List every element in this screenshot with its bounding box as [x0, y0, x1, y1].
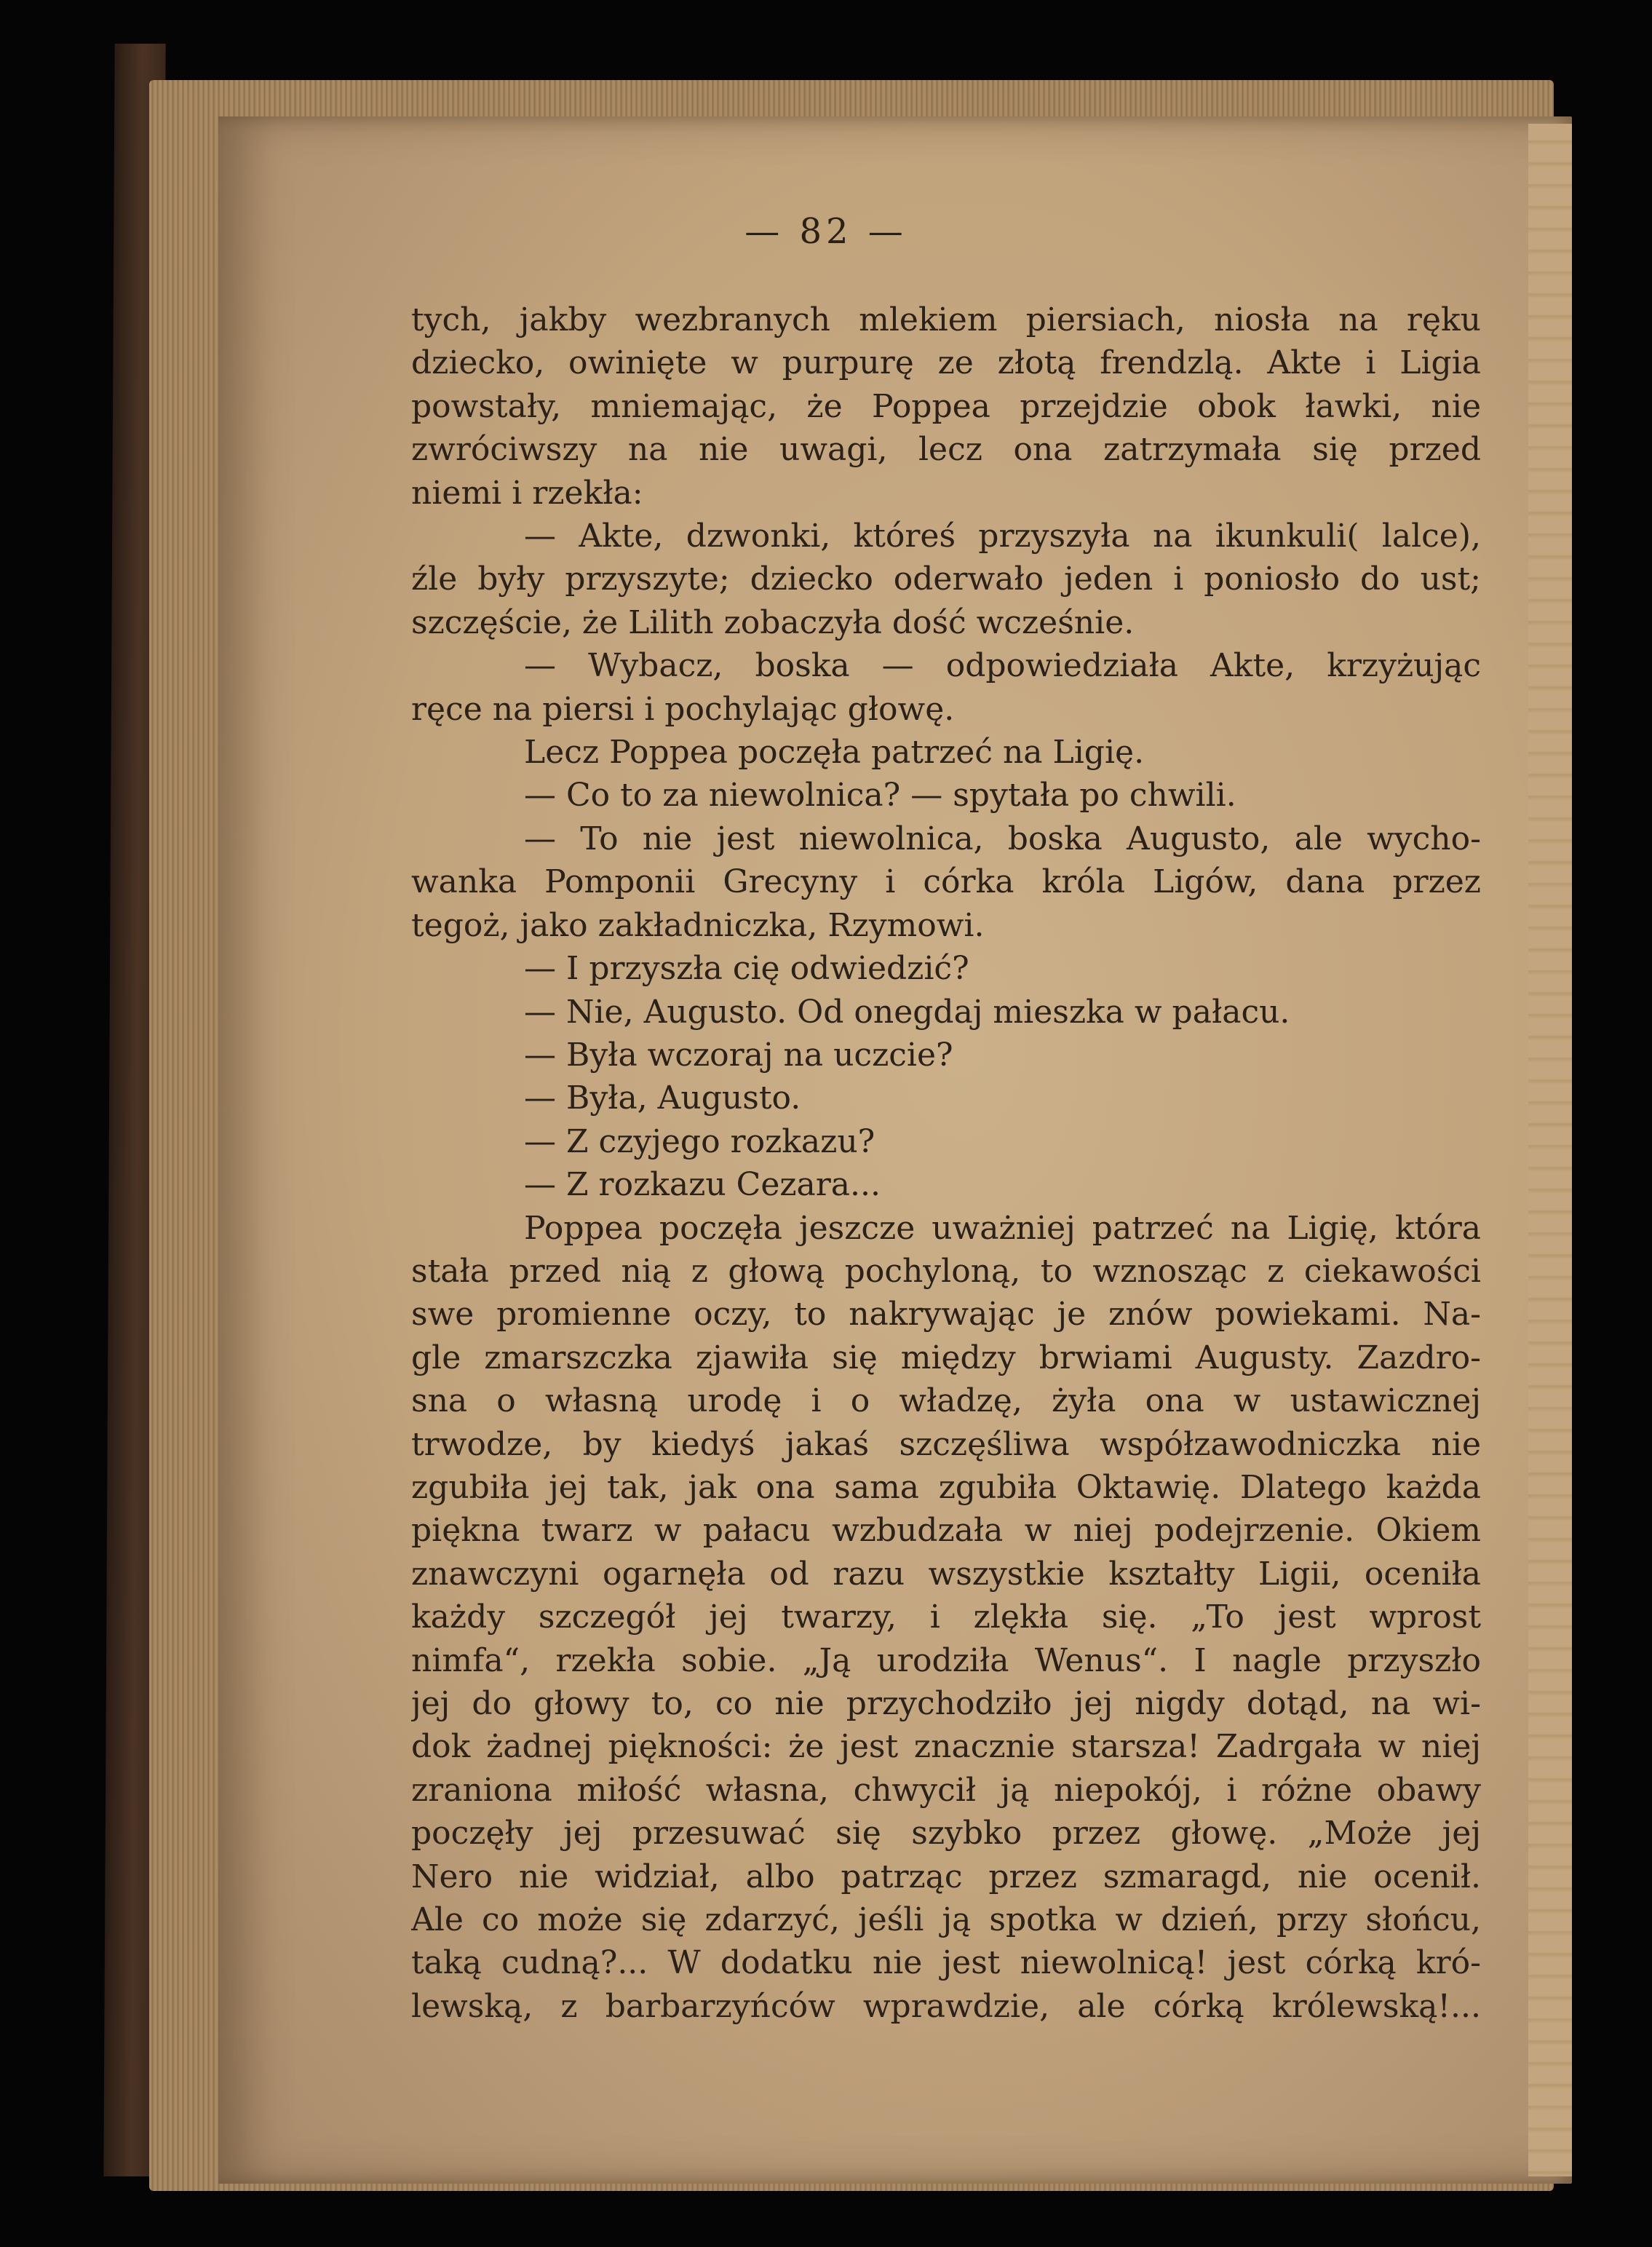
text-line: Poppea poczęła jeszcze uważniej patrzeć na Ligię, która [524, 1209, 1481, 1247]
text-line: tegoż, jako zakładniczka, Rzymowi. [411, 906, 985, 944]
text-line: znawczyni ogarnęła od razu wszystkie kształty Ligii, oceniła [411, 1555, 1481, 1593]
text-line: każdy szczegół jej twarzy, i zlękła się. „To jest wprost [411, 1598, 1481, 1636]
text-line: szczęście, że Lilith zobaczyła dość wcześnie. [411, 603, 1135, 641]
text-line: piękna twarz w pałacu wzbudzała w niej podejrzenie. Okiem [411, 1512, 1481, 1550]
text-line: Ale co może się zdarzyć, jeśli ją spotka w dzień, przy słońcu, [411, 1901, 1481, 1939]
page-text [411, 298, 1481, 2028]
text-line: lewską, z barbarzyńców wprawdzie, ale córką królewską!... [411, 1987, 1481, 2025]
text-line: — I przyszła cię odwiedzić? [524, 950, 969, 988]
text-line: zraniona miłość własna, chwycił ją niepokój, i różne obawy [411, 1771, 1481, 1809]
text-line: swe promienne oczy, to nakrywając je znów powiekami. Na- [411, 1296, 1481, 1333]
text-line: — Z czyjego rozkazu? [524, 1122, 875, 1160]
page-right-edge [1528, 124, 1572, 2176]
text-line: — Co to za niewolnica? — spytała po chwili. [524, 777, 1236, 815]
text-line: niemi i rzekła: [411, 474, 643, 512]
text-line: — Była, Augusto. [524, 1079, 801, 1117]
text-line: zwróciwszy na nie uwagi, lecz ona zatrzymała się przed [411, 431, 1481, 469]
text-line: dok żadnej piękności: że jest znacznie starsza! Zadrgała w niej [411, 1728, 1481, 1766]
text-line: — Wybacz, boska — odpowiedziała Akte, krzyżując [524, 647, 1481, 685]
text-line: — Z rozkazu Cezara... [524, 1166, 881, 1204]
text-line: nimfa“, rzekła sobie. „Ją urodziła Wenus“. I nagle przyszło [411, 1641, 1481, 1679]
text-line: — Była wczoraj na uczcie? [524, 1036, 953, 1074]
text-line: gle zmarszczka zjawiła się między brwiami Augusty. Zazdro- [411, 1339, 1481, 1376]
text-line: — Akte, dzwonki, któreś przyszyła na ikunkuli( lalce), [524, 518, 1481, 555]
text-line: zgubiła jej tak, jak ona sama zgubiła Oktawię. Dlatego każda [411, 1468, 1481, 1506]
text-line: dziecko, owinięte w purpurę ze złotą frendzlą. Akte i Ligia [411, 344, 1481, 382]
text-line: sna o własną urodę i o władzę, żyła ona w ustawicznej [411, 1382, 1481, 1420]
text-line: ręce na piersi i pochylając głowę. [411, 690, 955, 728]
text-line: jej do głowy to, co nie przychodziło jej nigdy dotąd, na wi- [411, 1685, 1481, 1722]
text-line: źle były przyszyte; dziecko oderwało jeden i poniosło do ust; [411, 560, 1481, 598]
text-line: trwodze, by kiedyś jakaś szczęśliwa współzawodniczka nie [411, 1425, 1481, 1463]
page-number: — 82 — [744, 211, 908, 252]
text-line: stała przed nią z głową pochyloną, to wznosząc z ciekawości [411, 1252, 1481, 1290]
text-line: powstały, mniemając, że Poppea przejdzie obok ławki, nie [411, 387, 1481, 425]
text-line: poczęły jej przesuwać się szybko przez głowę. „Może jej [411, 1815, 1481, 1852]
text-line: wanka Pomponii Grecyny i córka króla Ligów, dana przez [411, 863, 1481, 901]
text-line: — Nie, Augusto. Od onegdaj mieszka w pałacu. [524, 993, 1290, 1031]
text-line: — To nie jest niewolnica, boska Augusto, ale wycho- [524, 820, 1481, 857]
text-line: tych, jakby wezbranych mlekiem piersiach, niosła na ręku [411, 301, 1481, 338]
text-line: Nero nie widział, albo patrząc przez szmaragd, nie ocenił. [411, 1858, 1481, 1895]
text-line: taką cudną?... W dodatku nie jest niewolnicą! jest córką kró- [411, 1944, 1481, 1982]
text-line: Lecz Poppea poczęła patrzeć na Ligię. [524, 734, 1145, 772]
